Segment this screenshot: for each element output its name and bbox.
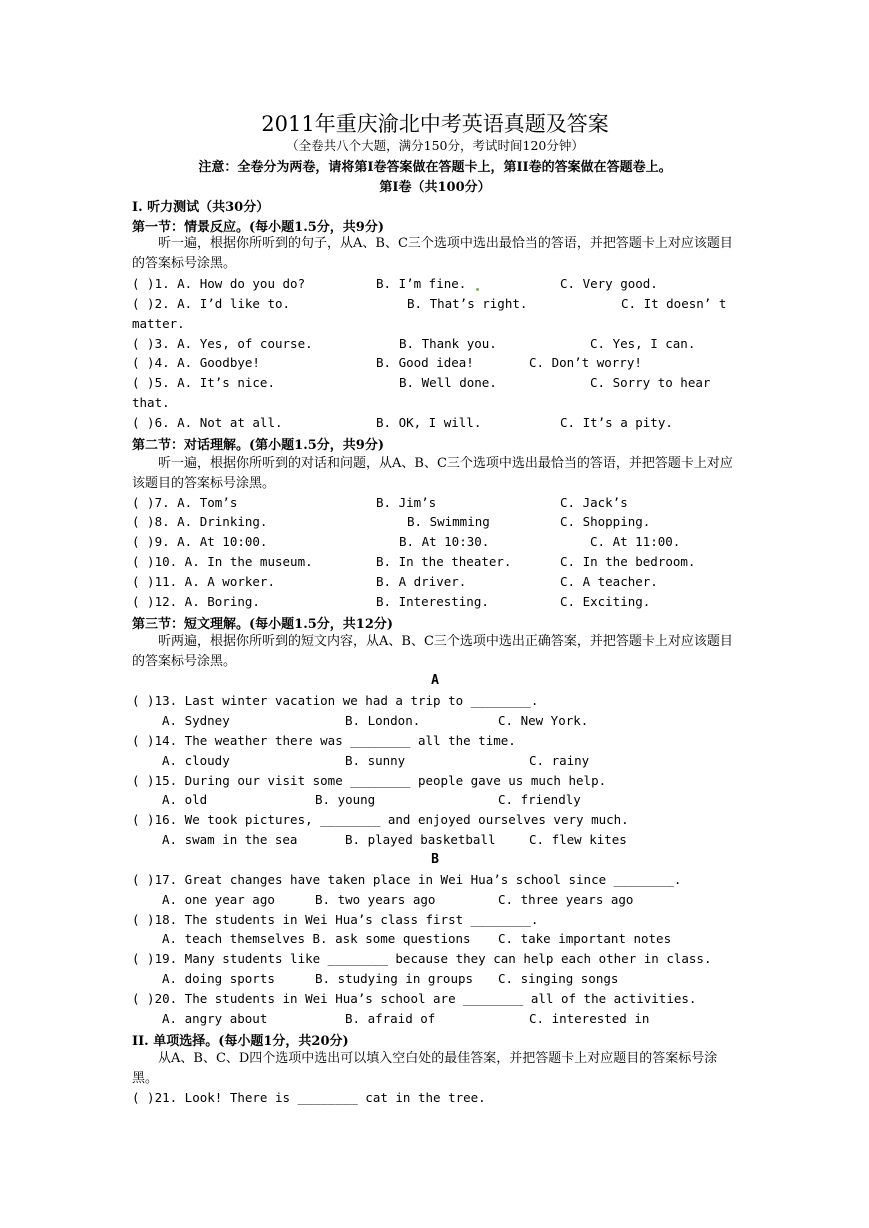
option-a: A. swam in the sea bbox=[162, 832, 298, 847]
question-7 bbox=[132, 495, 738, 515]
stray-dot-mark bbox=[476, 288, 479, 291]
option-b: B. OK, I will. bbox=[376, 415, 482, 430]
option-c: C. In the bedroom. bbox=[560, 554, 696, 569]
option-c: C. A teacher. bbox=[560, 574, 658, 589]
question-stem: ( )15. During our visit some ________ people gave us much help. bbox=[132, 773, 607, 788]
option-b: B. I’m fine. bbox=[376, 276, 467, 291]
instruction-4: 从A、B、C、D四个选项中选出可以填入空白处的最佳答案，并把答题卡上对应题目的答案标号涂黑。 bbox=[132, 1051, 718, 1086]
option-c: C. take important notes bbox=[498, 931, 672, 946]
option-b: B. studying in groups bbox=[315, 971, 474, 986]
question-stem: ( )9. A. At 10:00. bbox=[132, 534, 268, 549]
question-1 bbox=[132, 276, 738, 296]
question-19-options bbox=[132, 971, 738, 991]
question-stem: ( )4. A. Goodbye! bbox=[132, 355, 260, 370]
question-stem: ( )14. The weather there was ________ all the time. bbox=[132, 733, 516, 748]
part-heading: 第I卷（共100分） bbox=[379, 180, 491, 195]
option-a: A. angry about bbox=[162, 1011, 268, 1026]
question-18 bbox=[132, 912, 738, 932]
option-c: C. three years ago bbox=[498, 892, 634, 907]
option-b: B. In the theater. bbox=[376, 554, 512, 569]
question-stem: ( )5. A. It’s nice. bbox=[132, 375, 275, 390]
question-stem: ( )7. A. Tom’s bbox=[132, 495, 238, 510]
question-6 bbox=[132, 415, 738, 435]
option-c: C. Sorry to hear bbox=[590, 375, 711, 390]
option-b: B. played basketball bbox=[345, 832, 496, 847]
option-a: A. doing sports bbox=[162, 971, 275, 986]
question-stem: ( )21. Look! There is ________ cat in the tree. bbox=[132, 1090, 486, 1105]
question-5 bbox=[132, 375, 738, 395]
question-20-options bbox=[132, 1011, 738, 1031]
question-17-options bbox=[132, 892, 738, 912]
question-stem: ( )12. A. Boring. bbox=[132, 594, 260, 609]
question-stem: ( )18. The students in Wei Hua’s class first ________. bbox=[132, 912, 539, 927]
question-14 bbox=[132, 733, 738, 753]
exam-subtitle: （全卷共八个大题，满分150分，考试时间120分钟） bbox=[286, 138, 584, 153]
option-c: C. It doesn’ t bbox=[621, 296, 727, 311]
question-16-options bbox=[132, 832, 738, 852]
instruction-2: 听一遍，根据你所听到的对话和问题，从A、B、C三个选项中选出最恰当的答语，并把答题卡上对应该题目的答案标号涂黑。 bbox=[132, 456, 733, 491]
option-c: C. Yes, I can. bbox=[590, 336, 696, 351]
question-stem: ( )20. The students in Wei Hua’s school are ________ all of the activities. bbox=[132, 991, 697, 1006]
option-b: B. Well done. bbox=[399, 375, 497, 390]
option-a: A. one year ago bbox=[162, 892, 275, 907]
question-stem: ( )13. Last winter vacation we had a trip to ________. bbox=[132, 693, 539, 708]
subsection-heading-1: 第一节：情景反应。(每小题1.5分，共9分) bbox=[132, 220, 384, 235]
passage-a-label: A bbox=[431, 673, 439, 688]
option-b: B. Thank you. bbox=[399, 336, 497, 351]
question-2 bbox=[132, 296, 738, 316]
question-13 bbox=[132, 693, 738, 713]
option-a: A. cloudy bbox=[162, 753, 230, 768]
option-c: C. Don’t worry! bbox=[529, 355, 642, 370]
option-c: C. It’s a pity. bbox=[560, 415, 673, 430]
option-c: C. friendly bbox=[498, 792, 581, 807]
question-2-continuation: matter. bbox=[132, 316, 185, 331]
question-16 bbox=[132, 812, 738, 832]
question-stem: ( )10. A. In the museum. bbox=[132, 554, 313, 569]
option-b: B. Jim’s bbox=[376, 495, 437, 510]
subsection-heading-3: 第三节：短文理解。(每小题1.5分，共12分) bbox=[132, 617, 394, 632]
question-10 bbox=[132, 554, 738, 574]
question-20 bbox=[132, 991, 738, 1011]
option-b: B. Swimming bbox=[407, 514, 490, 529]
option-c: C. interested in bbox=[529, 1011, 650, 1026]
option-c: C. Exciting. bbox=[560, 594, 651, 609]
question-15 bbox=[132, 773, 738, 793]
option-a-b: A. teach themselves B. ask some questions bbox=[162, 931, 471, 946]
option-c: C. Shopping. bbox=[560, 514, 651, 529]
question-12 bbox=[132, 594, 738, 614]
option-b: B. Interesting. bbox=[376, 594, 489, 609]
option-a: A. old bbox=[162, 792, 208, 807]
option-c: C. Jack’s bbox=[560, 495, 628, 510]
question-21 bbox=[132, 1090, 738, 1110]
section-heading-listening: I. 听力测试（共30分） bbox=[132, 200, 270, 215]
question-4 bbox=[132, 355, 738, 375]
question-stem: ( )1. A. How do you do? bbox=[132, 276, 306, 291]
section-heading-single-choice: II. 单项选择。(每小题1分，共20分) bbox=[132, 1034, 349, 1049]
question-13-options bbox=[132, 713, 738, 733]
question-5-continuation: that. bbox=[132, 395, 170, 410]
question-stem: ( )6. A. Not at all. bbox=[132, 415, 283, 430]
option-b: B. young bbox=[315, 792, 376, 807]
passage-b-label: B bbox=[431, 852, 439, 867]
option-c: C. At 11:00. bbox=[590, 534, 681, 549]
option-c: C. New York. bbox=[498, 713, 589, 728]
question-14-options bbox=[132, 753, 738, 773]
question-9 bbox=[132, 534, 738, 554]
subsection-heading-2: 第二节：对话理解。(第小题1.5分，共9分) bbox=[132, 438, 384, 453]
option-b: B. A driver. bbox=[376, 574, 467, 589]
option-c: C. rainy bbox=[529, 753, 590, 768]
question-stem: ( )17. Great changes have taken place in Wei Hua’s school since ________. bbox=[132, 872, 682, 887]
instruction-3: 听两遍，根据你所听到的短文内容，从A、B、C三个选项中选出正确答案，并把答题卡上对应该题目的答案标号涂黑。 bbox=[132, 634, 733, 669]
question-15-options bbox=[132, 792, 738, 812]
question-3 bbox=[132, 336, 738, 356]
question-stem: ( )19. Many students like ________ because they can help each other in class. bbox=[132, 951, 712, 966]
option-b: B. afraid of bbox=[345, 1011, 436, 1026]
question-19 bbox=[132, 951, 738, 971]
option-b: B. two years ago bbox=[315, 892, 436, 907]
question-17 bbox=[132, 872, 738, 892]
option-b: B. Good idea! bbox=[376, 355, 474, 370]
instruction-1: 听一遍，根据你所听到的句子，从A、B、C三个选项中选出最恰当的答语，并把答题卡上对应该题目的答案标号涂黑。 bbox=[132, 236, 733, 271]
option-b: B. sunny bbox=[345, 753, 406, 768]
option-c: C. singing songs bbox=[498, 971, 619, 986]
question-stem: ( )8. A. Drinking. bbox=[132, 514, 268, 529]
option-b: B. London. bbox=[345, 713, 421, 728]
option-c: C. Very good. bbox=[560, 276, 658, 291]
question-stem: ( )2. A. I’d like to. bbox=[132, 296, 291, 311]
question-11 bbox=[132, 574, 738, 594]
question-8 bbox=[132, 514, 738, 534]
page-title: 2011年重庆渝北中考英语真题及答案 bbox=[261, 112, 609, 136]
question-stem: ( )16. We took pictures, ________ and enjoyed ourselves very much. bbox=[132, 812, 629, 827]
option-b: B. At 10:30. bbox=[399, 534, 490, 549]
option-a: A. Sydney bbox=[162, 713, 230, 728]
question-stem: ( )3. A. Yes, of course. bbox=[132, 336, 313, 351]
exam-notice: 注意：全卷分为两卷，请将第I卷答案做在答题卡上，第II卷的答案做在答题卷上。 bbox=[198, 160, 672, 175]
question-stem: ( )11. A. A worker. bbox=[132, 574, 275, 589]
question-18-options bbox=[132, 931, 738, 951]
option-c: C. flew kites bbox=[529, 832, 627, 847]
option-b: B. That’s right. bbox=[407, 296, 528, 311]
